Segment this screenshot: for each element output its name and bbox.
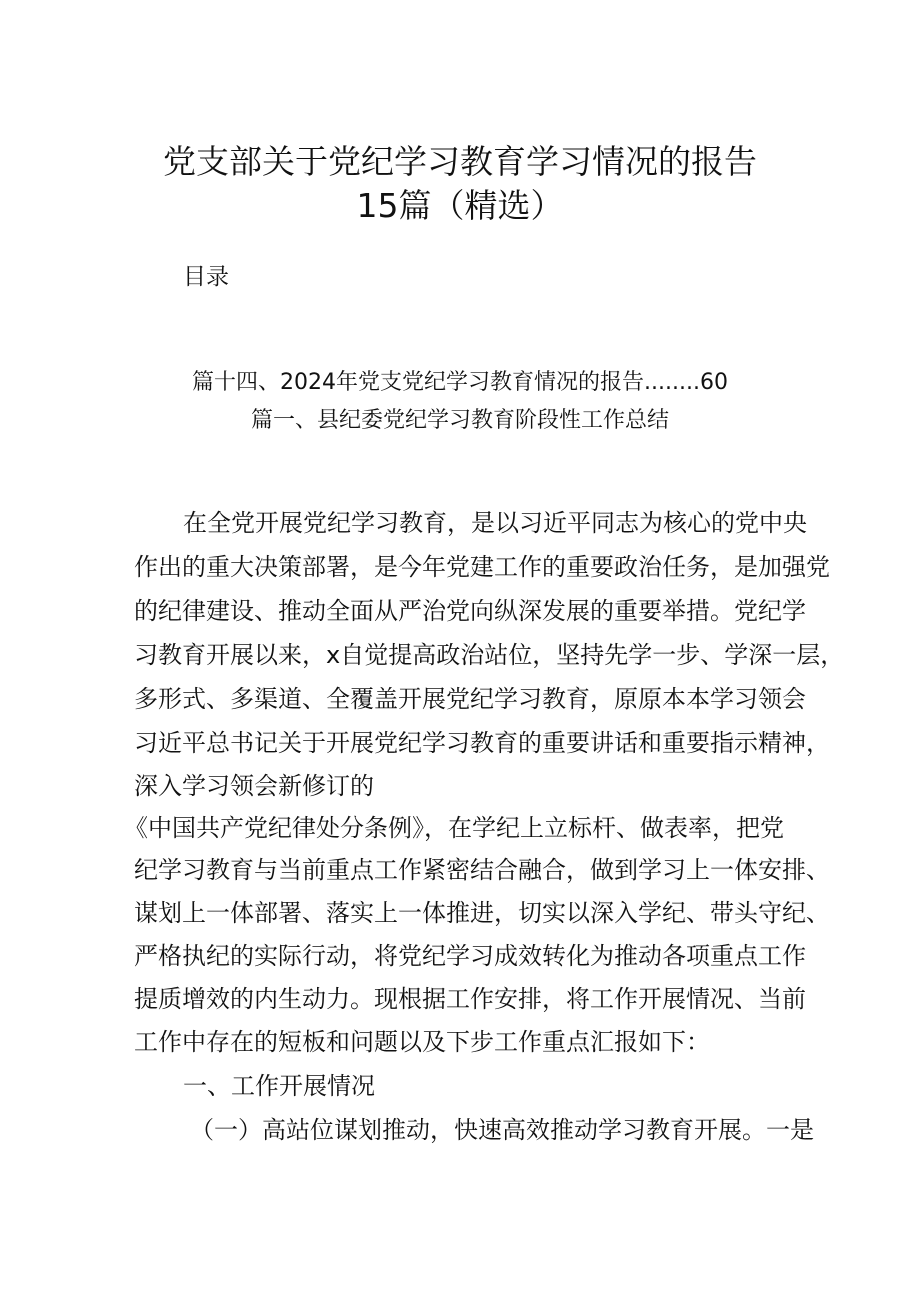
paragraph-line: 习教育开展以来，x自觉提高政治站位，坚持先学一步、学深一层， [134, 641, 845, 669]
paragraph-line: 作出的重大决策部署，是今年党建工作的重要政治任务，是加强党 [134, 553, 830, 581]
paragraph-line: 工作中存在的短板和问题以及下步工作重点汇报如下： [134, 1028, 710, 1056]
paragraph-line: 的纪律建设、推动全面从严治党向纵深发展的重要举措。党纪学 [134, 597, 806, 625]
paragraph-line: 在全党开展党纪学习教育，是以习近平同志为核心的党中央 [183, 509, 807, 537]
document-subtitle: 15篇（精选） [356, 186, 564, 225]
document-title: 党支部关于党纪学习教育学习情况的报告 [163, 142, 757, 181]
toc-heading: 目录 [183, 264, 229, 290]
section-heading: 一、工作开展情况 [183, 1072, 375, 1100]
paragraph-line: 谋划上一体部署、落实上一体推进，切实以深入学纪、带头守纪、 [134, 899, 830, 927]
paragraph-line: 《中国共产党纪律处分条例》，在学纪上立标杆、做表率，把党 [124, 814, 784, 842]
paragraph-line: （一）高站位谋划推动，快速高效推动学习教育开展。一是 [190, 1116, 814, 1144]
paragraph-line: 习近平总书记关于开展党纪学习教育的重要讲话和重要指示精神， [134, 729, 830, 757]
paragraph-line: 多形式、多渠道、全覆盖开展党纪学习教育，原原本本学习领会 [134, 685, 806, 713]
paragraph-line: 提质增效的内生动力。现根据工作安排，将工作开展情况、当前 [134, 985, 806, 1013]
paragraph-line: 严格执纪的实际行动，将党纪学习成效转化为推动各项重点工作 [134, 942, 806, 970]
toc-entry: 篇一、县纪委党纪学习教育阶段性工作总结 [250, 408, 669, 433]
paragraph-line: 深入学习领会新修订的 [134, 772, 374, 800]
toc-entry: 篇十四、2024年党支党纪学习教育情况的报告........60 [192, 370, 728, 395]
paragraph-line: 纪学习教育与当前重点工作紧密结合融合，做到学习上一体安排、 [134, 856, 830, 884]
